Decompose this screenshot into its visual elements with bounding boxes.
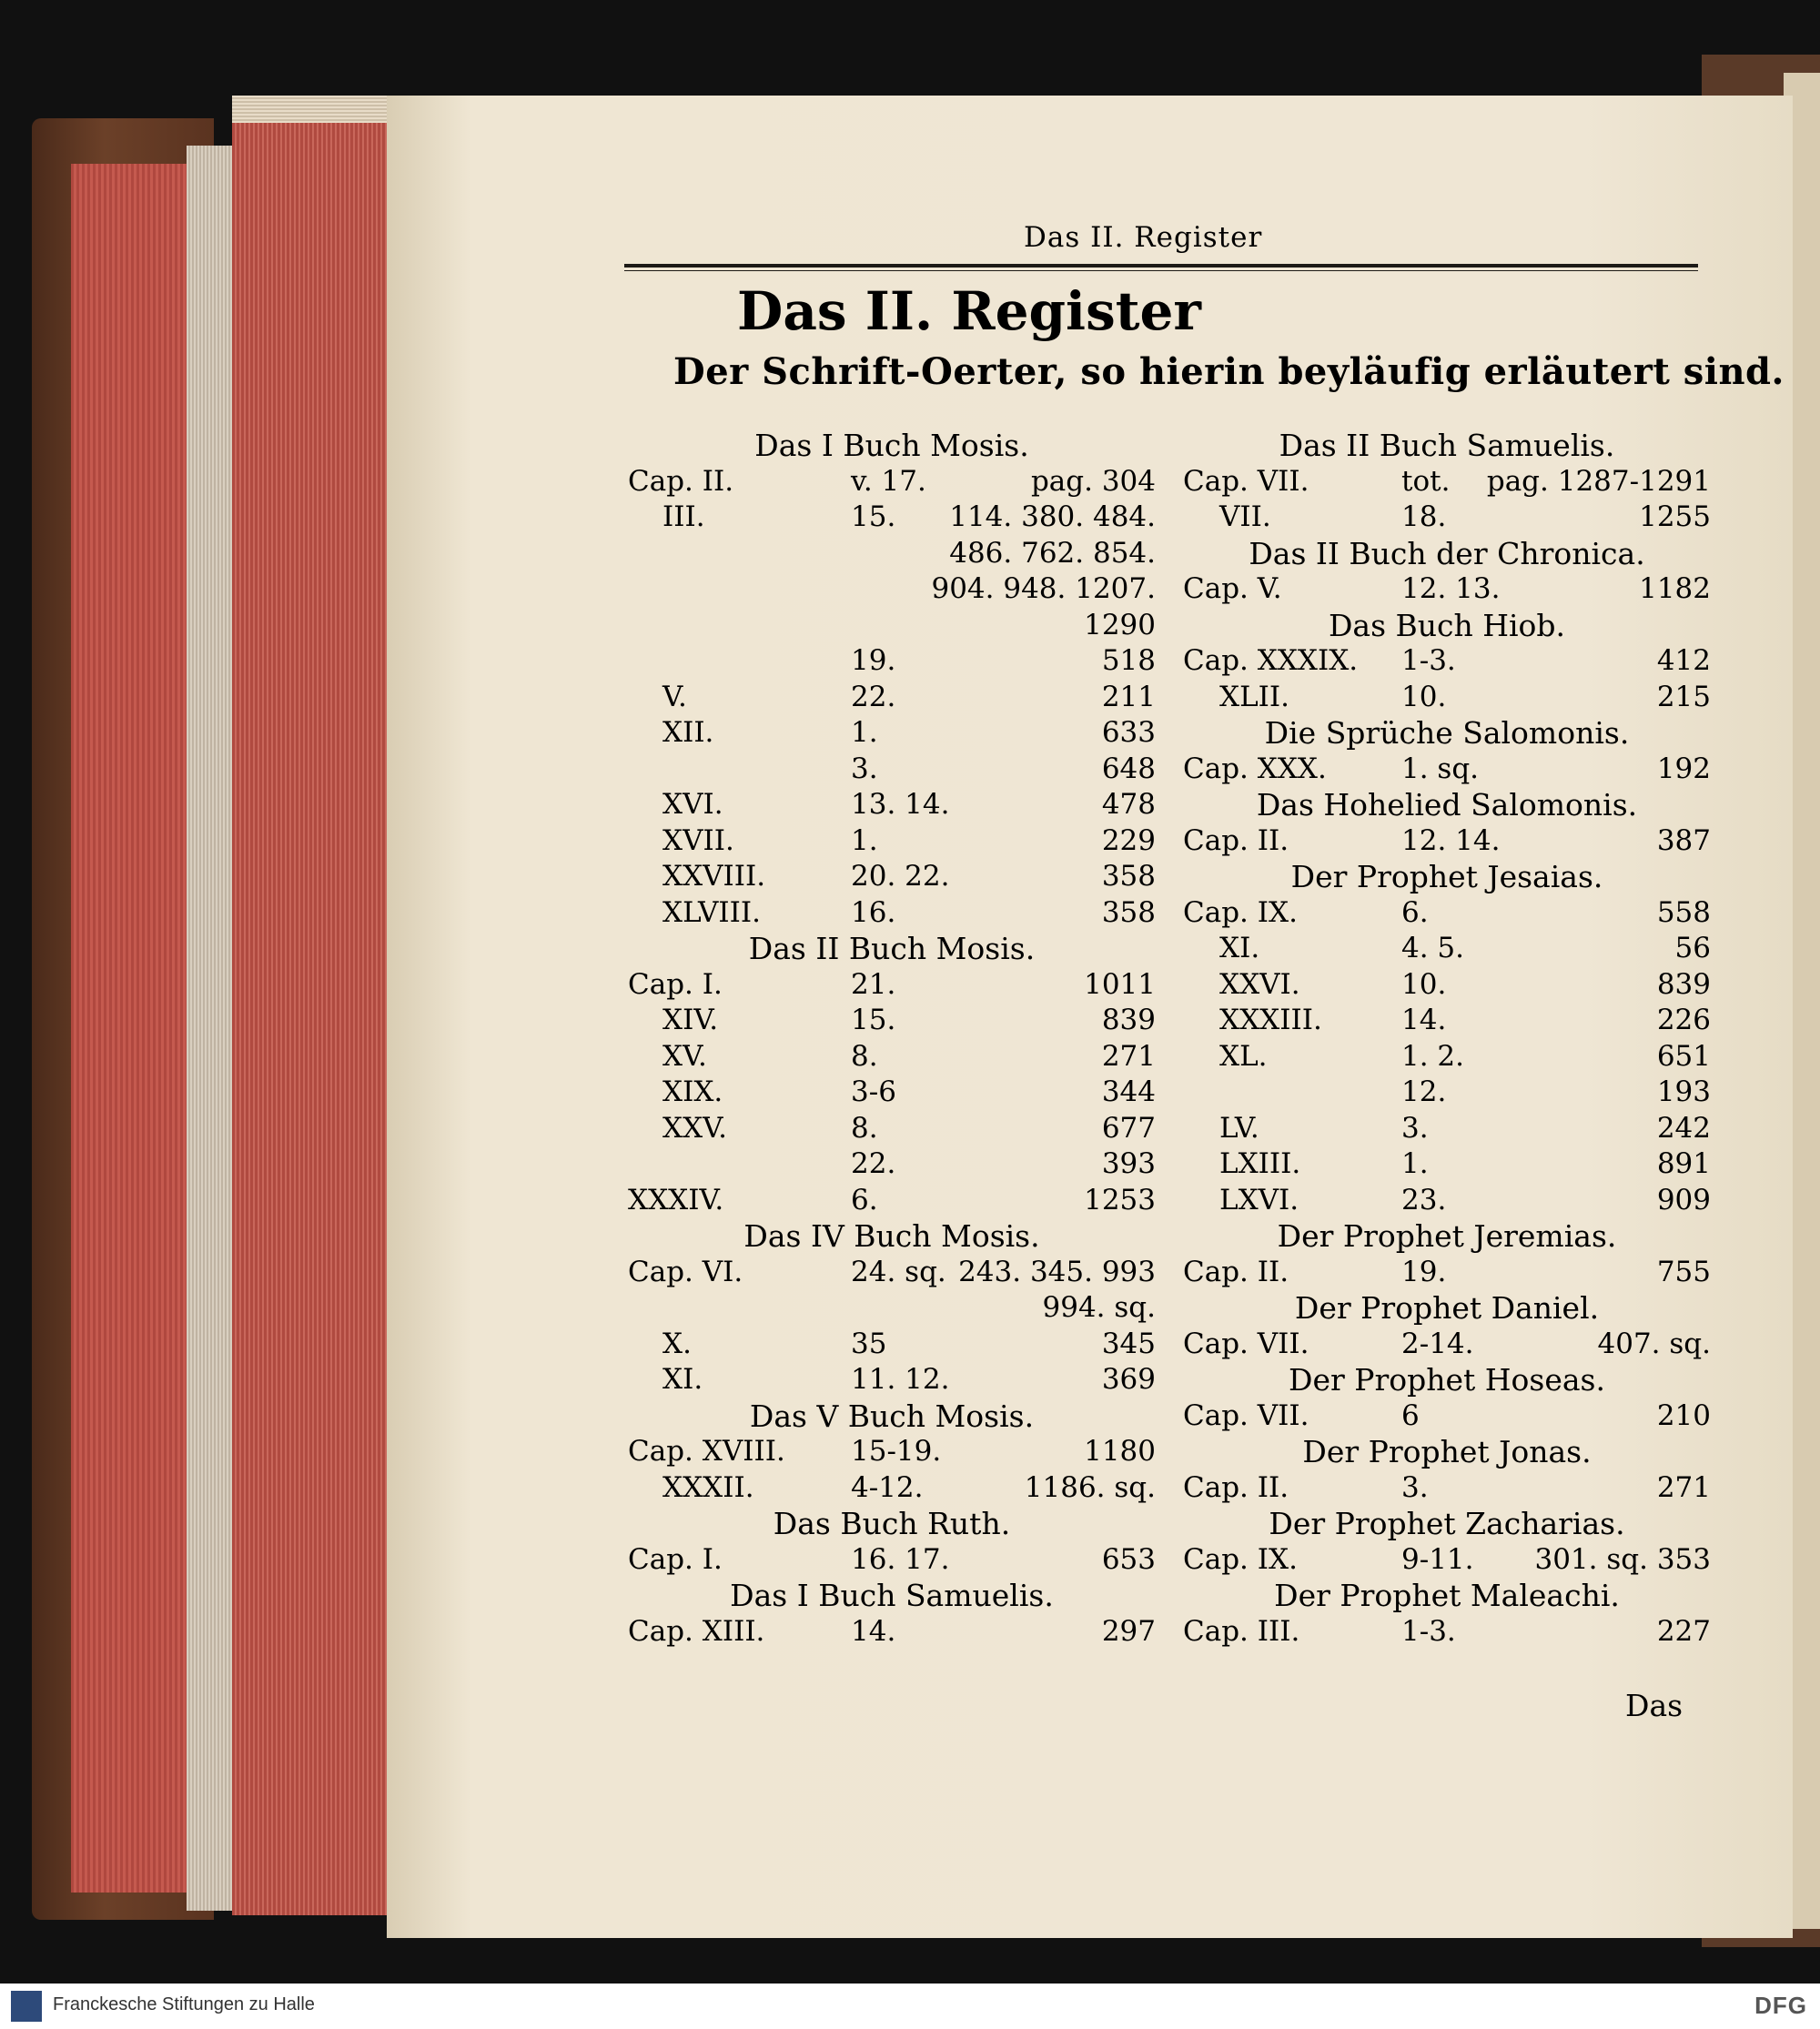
page-ref: 633 [1101, 716, 1156, 749]
viewer-footer [0, 1984, 1820, 2029]
verse-ref: 16. 17. [851, 1542, 950, 1576]
book-heading: Der Prophet Jeremias. [1277, 1218, 1617, 1254]
page-ref: 215 [1656, 680, 1711, 713]
register-entry [628, 1183, 1156, 1219]
page-ref: 114. 380. 484. [949, 500, 1156, 533]
chapter-ref: Cap. XIII. [628, 1614, 765, 1648]
chapter-ref: Cap. I. [628, 967, 723, 1001]
verse-ref: 12. 13. [1401, 572, 1501, 605]
chapter-ref: XVII. [662, 823, 734, 857]
verse-ref: 6. [1401, 895, 1429, 929]
page-ref: 393 [1101, 1147, 1156, 1180]
register-entry [1183, 1255, 1711, 1291]
book-heading-line [628, 1578, 1156, 1614]
register-entry [1183, 1542, 1711, 1579]
page-ref: 755 [1656, 1255, 1711, 1288]
verse-ref: 10. [1401, 680, 1447, 713]
register-entry [1183, 1183, 1711, 1219]
register-entry [628, 536, 1156, 572]
verse-ref: 4. 5. [1401, 932, 1465, 964]
verse-ref: 1. [851, 823, 878, 857]
register-entry [628, 859, 1156, 895]
register-entry [628, 464, 1156, 500]
verse-ref: 21. [851, 967, 896, 1001]
page-ref: 243. 345. 993 [958, 1255, 1156, 1288]
page-ref: 345 [1101, 1327, 1156, 1360]
book-heading-line [1183, 1578, 1711, 1614]
title-text: Das II. Register [737, 280, 1201, 342]
verse-ref: 12. [1401, 1075, 1447, 1108]
page-ref: 227 [1656, 1614, 1711, 1648]
register-entry [1183, 1075, 1711, 1111]
verse-ref: 24. sq. [851, 1255, 946, 1288]
book-heading: Das Hohelied Salomonis. [1256, 787, 1638, 823]
register-entry [1183, 931, 1711, 967]
book-heading: Die Sprüche Salomonis. [1264, 715, 1630, 751]
page-ref: 909 [1656, 1183, 1711, 1216]
register-entry [1183, 1398, 1711, 1435]
verse-ref: 3. [1401, 1111, 1429, 1145]
book-heading-line [1183, 608, 1711, 644]
register-entry [628, 787, 1156, 823]
dfg-logo[interactable]: DFG [1754, 1992, 1807, 2019]
book-heading-line [628, 1398, 1156, 1435]
page-ref: 229 [1101, 823, 1156, 857]
chapter-ref: LV. [1219, 1111, 1259, 1145]
register-entry [628, 1255, 1156, 1291]
register-entry [628, 1542, 1156, 1579]
register-entry [628, 1434, 1156, 1470]
chapter-ref: Cap. XXX. [1183, 752, 1327, 785]
register-entry [1183, 1146, 1711, 1183]
book-heading: Das II Buch Mosis. [748, 931, 1036, 966]
register-entry [628, 1290, 1156, 1327]
register-entry [628, 1614, 1156, 1650]
verse-ref: 8. [851, 1039, 878, 1073]
register-entry [628, 1039, 1156, 1075]
book-heading-line [628, 1218, 1156, 1255]
register-entry [628, 1362, 1156, 1398]
verse-ref: 1. [851, 716, 878, 749]
page-ref: 369 [1101, 1363, 1156, 1396]
register-entry [1183, 895, 1711, 932]
chapter-ref: XLVIII. [662, 895, 761, 929]
verse-ref: 1. 2. [1401, 1039, 1465, 1073]
verse-ref: 18. [1401, 500, 1447, 533]
page-ref: 344 [1101, 1075, 1156, 1108]
chapter-ref: VII. [1219, 500, 1271, 533]
register-entry [628, 571, 1156, 608]
register-entry [1183, 752, 1711, 788]
verse-ref: 9-11. [1401, 1542, 1474, 1576]
institution-name[interactable]: Franckesche Stiftungen zu Halle [53, 1994, 315, 2014]
chapter-ref: LXVI. [1219, 1183, 1299, 1216]
book-heading-line [1183, 859, 1711, 895]
page-ref: 358 [1101, 860, 1156, 893]
verse-ref: 3. [851, 752, 878, 785]
verse-ref: 1. sq. [1401, 752, 1480, 785]
page-ref: 478 [1101, 788, 1156, 821]
page-ref: 407. sq. [1597, 1327, 1711, 1360]
verse-ref: v. 17. [851, 464, 926, 498]
register-entry [628, 1470, 1156, 1507]
page-ref: 56 [1674, 932, 1711, 964]
register-entry [628, 680, 1156, 716]
register-entry [628, 1327, 1156, 1363]
register-entry [628, 895, 1156, 932]
verse-ref: 10. [1401, 967, 1447, 1001]
register-entry [628, 608, 1156, 644]
verse-ref: 16. [851, 895, 896, 929]
page-ref: 904. 948. 1207. [931, 572, 1156, 605]
register-entry [628, 715, 1156, 752]
page-ref: 994. sq. [1042, 1291, 1156, 1324]
verse-ref: 35 [851, 1327, 887, 1360]
page-stack-top [232, 96, 396, 123]
left-column [628, 428, 1156, 1650]
verse-ref: 19. [1401, 1255, 1447, 1288]
running-head: Das II. Register [1024, 221, 1263, 254]
book-heading: Der Prophet Zacharias. [1269, 1506, 1625, 1541]
book-heading-line [628, 931, 1156, 967]
chapter-ref: Cap. V. [1183, 572, 1282, 605]
page-ref: 1180 [1084, 1435, 1156, 1468]
chapter-ref: Cap. II. [1183, 1470, 1289, 1504]
verse-ref: 14. [851, 1614, 896, 1648]
header-rule-thin [624, 270, 1698, 271]
verse-ref: 3-6 [851, 1075, 896, 1108]
book-heading-line [1183, 1434, 1711, 1470]
page-ref: 839 [1656, 967, 1711, 1001]
register-entry [628, 967, 1156, 1004]
book-heading: Der Prophet Daniel. [1294, 1290, 1600, 1326]
book-heading: Der Prophet Jesaias. [1290, 859, 1603, 894]
book-heading: Das II Buch Samuelis. [1279, 428, 1615, 463]
chapter-ref: Cap. VII. [1183, 1327, 1309, 1360]
page-ref: pag. 1287-1291 [1486, 464, 1711, 498]
verse-ref: 2-14. [1401, 1327, 1474, 1360]
register-entry [1183, 1003, 1711, 1039]
chapter-ref: Cap. II. [628, 464, 734, 498]
book-heading-line [1183, 1290, 1711, 1327]
register-entry [628, 823, 1156, 860]
register-entry [1183, 1039, 1711, 1075]
catchword: Das [1625, 1688, 1684, 1723]
page-ref: 358 [1101, 895, 1156, 929]
page-ref: 271 [1656, 1470, 1711, 1504]
chapter-ref: XII. [662, 716, 714, 749]
chapter-ref: Cap. XXXIX. [1183, 644, 1359, 677]
book-heading-line [628, 1506, 1156, 1542]
chapter-ref: XVI. [662, 788, 723, 821]
register-entry [1183, 1470, 1711, 1507]
verse-ref: tot. [1401, 464, 1451, 498]
page-ref: 192 [1656, 752, 1711, 785]
book-heading-line [1183, 428, 1711, 464]
book-heading: Das V Buch Mosis. [749, 1398, 1035, 1434]
book-heading-line [1183, 1362, 1711, 1398]
page-ref: 297 [1101, 1614, 1156, 1648]
chapter-ref: X. [662, 1327, 692, 1360]
page-ref: 651 [1656, 1039, 1711, 1073]
chapter-ref: Cap. I. [628, 1542, 723, 1576]
chapter-ref: XXVIII. [662, 860, 766, 893]
book-heading: Das II Buch der Chronica. [1249, 535, 1645, 571]
verse-ref: 15-19. [851, 1435, 942, 1468]
register-entry [1183, 967, 1711, 1004]
page-ref: 653 [1101, 1542, 1156, 1576]
chapter-ref: XXXIII. [1219, 1004, 1322, 1036]
register-entry [628, 1146, 1156, 1183]
page-ref: 226 [1656, 1004, 1711, 1036]
page-ref: 558 [1656, 895, 1711, 929]
verse-ref: 14. [1401, 1004, 1447, 1036]
chapter-ref: XXV. [662, 1111, 727, 1145]
page-ref: 1255 [1639, 500, 1711, 533]
header-rule [624, 264, 1698, 268]
book-heading-line [1183, 1506, 1711, 1542]
page-ref: 1182 [1639, 572, 1711, 605]
page-title [0, 280, 1820, 342]
page-ref: 1011 [1084, 967, 1156, 1001]
register-entry [1183, 823, 1711, 860]
page-stack [187, 146, 232, 1911]
page-ref: 242 [1656, 1111, 1711, 1145]
page-ref: 211 [1101, 680, 1156, 713]
page-edge-red [232, 105, 396, 1915]
chapter-ref: XLII. [1219, 680, 1290, 713]
chapter-ref: XI. [662, 1363, 703, 1396]
register-entry [1183, 680, 1711, 716]
register-entry [1183, 1327, 1711, 1363]
register-entry [1183, 1614, 1711, 1650]
page-ref: 486. 762. 854. [949, 536, 1156, 570]
chapter-ref: Cap. II. [1183, 1255, 1289, 1288]
book-heading: Das I Buch Mosis. [754, 428, 1029, 463]
chapter-ref: Cap. XVIII. [628, 1435, 785, 1468]
book-heading-line [1183, 1218, 1711, 1255]
book-heading: Das Buch Ruth. [773, 1506, 1011, 1541]
chapter-ref: XIV. [662, 1004, 719, 1036]
chapter-ref: V. [662, 680, 687, 713]
page-ref: 891 [1656, 1147, 1711, 1180]
book-heading: Der Prophet Jonas. [1302, 1434, 1592, 1469]
page-edge-left [71, 164, 189, 1893]
page-ref: 271 [1101, 1039, 1156, 1073]
page-ref: 648 [1101, 752, 1156, 785]
verse-ref: 6 [1401, 1398, 1420, 1432]
register-entry [628, 643, 1156, 680]
page-ref: 518 [1101, 644, 1156, 677]
chapter-ref: XL. [1219, 1039, 1268, 1073]
chapter-ref: Cap. II. [1183, 823, 1289, 857]
chapter-ref: Cap. VII. [1183, 1398, 1309, 1432]
book-heading: Der Prophet Hoseas. [1289, 1362, 1605, 1398]
verse-ref: 1-3. [1401, 644, 1456, 677]
register-entry [1183, 571, 1711, 608]
verse-ref: 19. [851, 644, 896, 677]
book-heading: Das Buch Hiob. [1328, 607, 1566, 643]
chapter-ref: Cap. IX. [1183, 895, 1298, 929]
book-heading-line [1183, 715, 1711, 752]
chapter-ref: XXXII. [662, 1470, 754, 1504]
page-ref: 1290 [1084, 608, 1156, 641]
register-entry [628, 1111, 1156, 1147]
verse-ref: 22. [851, 1147, 896, 1180]
verse-ref: 4-12. [851, 1470, 924, 1504]
register-entry [628, 752, 1156, 788]
book-heading: Das IV Buch Mosis. [743, 1218, 1040, 1254]
verse-ref: 1-3. [1401, 1614, 1456, 1648]
book-heading: Der Prophet Maleachi. [1274, 1578, 1620, 1613]
book-heading-line [1183, 787, 1711, 823]
chapter-ref: XXVI. [1219, 967, 1300, 1001]
chapter-ref: Cap. VI. [628, 1255, 743, 1288]
verse-ref: 6. [851, 1183, 878, 1216]
institution-logo-icon[interactable] [11, 1991, 42, 2022]
page-ref: 1253 [1084, 1183, 1156, 1216]
register-entry [628, 500, 1156, 536]
chapter-ref: LXIII. [1219, 1147, 1301, 1180]
page-ref: 301. sq. 353 [1534, 1542, 1711, 1576]
page-ref: 210 [1656, 1398, 1711, 1432]
page-ref: 1186. sq. [1024, 1470, 1156, 1504]
book-heading-line [628, 428, 1156, 464]
chapter-ref: XV. [662, 1039, 707, 1073]
page-ref: 839 [1101, 1004, 1156, 1036]
page-subtitle: Der Schrift-Oerter, so hierin beyläufig erläutert sind. [673, 350, 1785, 393]
verse-ref: 22. [851, 680, 896, 713]
right-column [1183, 428, 1711, 1650]
book-heading-line [1183, 536, 1711, 572]
register-entry [628, 1003, 1156, 1039]
verse-ref: 13. 14. [851, 788, 950, 821]
verse-ref: 3. [1401, 1470, 1429, 1504]
verse-ref: 23. [1401, 1183, 1447, 1216]
verse-ref: 11. 12. [851, 1363, 950, 1396]
verse-ref: 20. 22. [851, 860, 950, 893]
chapter-ref: XIX. [662, 1075, 723, 1108]
verse-ref: 12. 14. [1401, 823, 1501, 857]
chapter-ref: XXXIV. [628, 1183, 724, 1216]
page-ref: 677 [1101, 1111, 1156, 1145]
page-ref: pag. 304 [1030, 464, 1156, 498]
register-entry [1183, 500, 1711, 536]
register-entry [628, 1075, 1156, 1111]
chapter-ref: Cap. VII. [1183, 464, 1309, 498]
chapter-ref: III. [662, 500, 705, 533]
verse-ref: 8. [851, 1111, 878, 1145]
chapter-ref: XI. [1219, 932, 1260, 964]
chapter-ref: Cap. IX. [1183, 1542, 1298, 1576]
verse-ref: 1. [1401, 1147, 1429, 1180]
book-heading: Das I Buch Samuelis. [730, 1578, 1054, 1613]
register-entry [1183, 464, 1711, 500]
register-entry [1183, 643, 1711, 680]
verse-ref: 15. [851, 1004, 896, 1036]
page-ref: 412 [1656, 644, 1711, 677]
register-entry [1183, 1111, 1711, 1147]
chapter-ref: Cap. III. [1183, 1614, 1300, 1648]
page-ref: 387 [1656, 823, 1711, 857]
verse-ref: 15. [851, 500, 896, 533]
page-ref: 193 [1656, 1075, 1711, 1108]
